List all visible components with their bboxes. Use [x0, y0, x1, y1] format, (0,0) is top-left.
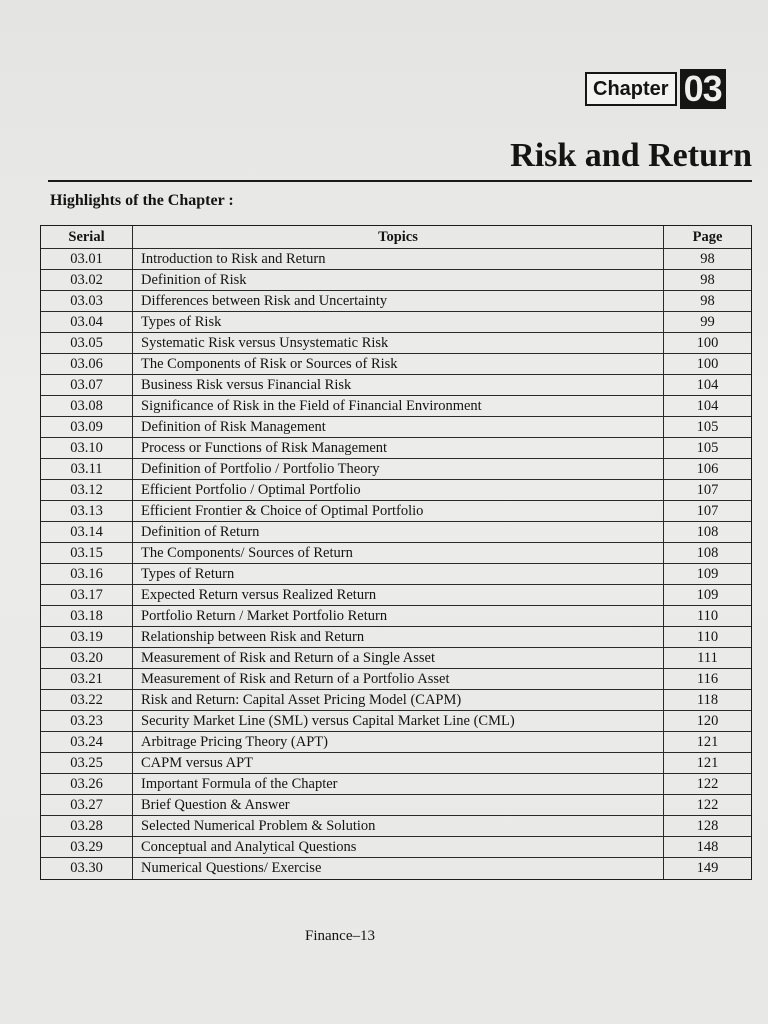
table-row — [41, 732, 751, 753]
chapter-title: Risk and Return — [510, 137, 752, 174]
row-serial: 03.15 — [41, 543, 133, 563]
row-page: 116 — [696, 671, 719, 687]
row-serial: 03.23 — [41, 711, 133, 731]
table-row — [41, 711, 751, 732]
row-page: 121 — [696, 734, 719, 750]
row-page: 110 — [696, 608, 719, 624]
row-serial: 03.07 — [41, 375, 133, 395]
table-row — [41, 837, 751, 858]
row-page: 109 — [696, 587, 719, 603]
row-serial: 03.14 — [41, 522, 133, 542]
row-page: 100 — [696, 356, 719, 372]
row-serial: 03.11 — [41, 459, 133, 479]
row-page: 108 — [696, 545, 719, 561]
row-serial: 03.30 — [41, 858, 133, 879]
table-row — [41, 795, 751, 816]
table-row — [41, 690, 751, 711]
row-topic: Definition of Risk — [133, 270, 664, 290]
row-serial: 03.06 — [41, 354, 133, 374]
row-serial: 03.03 — [41, 291, 133, 311]
row-page: 104 — [696, 377, 719, 393]
table-header-row — [41, 226, 751, 249]
row-topic: The Components/ Sources of Return — [133, 543, 664, 563]
row-topic: CAPM versus APT — [133, 753, 664, 773]
row-page: 107 — [696, 482, 719, 498]
table-row — [41, 522, 751, 543]
row-topic: Differences between Risk and Uncertainty — [133, 291, 664, 311]
table-row — [41, 858, 751, 879]
row-topic: Measurement of Risk and Return of a Portfolio Asset — [133, 669, 664, 689]
table-row — [41, 774, 751, 795]
row-topic: Arbitrage Pricing Theory (APT) — [133, 732, 664, 752]
header-topics: Topics — [133, 226, 664, 248]
row-topic: Conceptual and Analytical Questions — [133, 837, 664, 857]
header-serial: Serial — [41, 226, 133, 248]
row-topic: Definition of Risk Management — [133, 417, 664, 437]
row-serial: 03.13 — [41, 501, 133, 521]
row-page: 148 — [696, 839, 719, 855]
row-topic: Significance of Risk in the Field of Financial Environment — [133, 396, 664, 416]
table-row — [41, 333, 751, 354]
row-topic: Definition of Return — [133, 522, 664, 542]
chapter-label: Chapter — [585, 72, 677, 106]
row-topic: Numerical Questions/ Exercise — [133, 858, 664, 879]
table-row — [41, 543, 751, 564]
row-topic: Measurement of Risk and Return of a Single Asset — [133, 648, 664, 668]
row-page: 149 — [696, 860, 719, 876]
row-topic: Selected Numerical Problem & Solution — [133, 816, 664, 836]
highlights-heading: Highlights of the Chapter : — [50, 192, 234, 209]
row-page: 122 — [696, 776, 719, 792]
row-serial: 03.17 — [41, 585, 133, 605]
row-page: 109 — [696, 566, 719, 582]
table-row — [41, 459, 751, 480]
row-topic: Efficient Frontier & Choice of Optimal Portfolio — [133, 501, 664, 521]
row-serial: 03.16 — [41, 564, 133, 584]
table-row — [41, 438, 751, 459]
row-page: 105 — [696, 419, 719, 435]
row-serial: 03.02 — [41, 270, 133, 290]
row-serial: 03.29 — [41, 837, 133, 857]
row-serial: 03.28 — [41, 816, 133, 836]
row-page: 105 — [696, 440, 719, 456]
row-page: 104 — [696, 398, 719, 414]
row-page: 120 — [696, 713, 719, 729]
row-serial: 03.05 — [41, 333, 133, 353]
row-page: 106 — [696, 461, 719, 477]
row-page: 108 — [696, 524, 719, 540]
contents-table — [40, 225, 752, 880]
row-page: 100 — [696, 335, 719, 351]
table-row — [41, 270, 751, 291]
row-topic: The Components of Risk or Sources of Risk — [133, 354, 664, 374]
table-row — [41, 501, 751, 522]
chapter-badge — [585, 68, 726, 109]
row-topic: Definition of Portfolio / Portfolio Theory — [133, 459, 664, 479]
table-row — [41, 291, 751, 312]
row-serial: 03.24 — [41, 732, 133, 752]
row-page: 107 — [696, 503, 719, 519]
table-row — [41, 585, 751, 606]
row-topic: Security Market Line (SML) versus Capital Market Line (CML) — [133, 711, 664, 731]
row-serial: 03.19 — [41, 627, 133, 647]
row-serial: 03.12 — [41, 480, 133, 500]
table-row — [41, 480, 751, 501]
row-topic: Business Risk versus Financial Risk — [133, 375, 664, 395]
row-page: 118 — [696, 692, 719, 708]
table-row — [41, 249, 751, 270]
row-topic: Introduction to Risk and Return — [133, 249, 664, 269]
table-row — [41, 564, 751, 585]
row-topic: Relationship between Risk and Return — [133, 627, 664, 647]
table-row — [41, 816, 751, 837]
row-topic: Types of Return — [133, 564, 664, 584]
table-row — [41, 627, 751, 648]
row-serial: 03.18 — [41, 606, 133, 626]
row-topic: Expected Return versus Realized Return — [133, 585, 664, 605]
table-row — [41, 606, 751, 627]
row-topic: Efficient Portfolio / Optimal Portfolio — [133, 480, 664, 500]
row-serial: 03.21 — [41, 669, 133, 689]
row-topic: Brief Question & Answer — [133, 795, 664, 815]
table-row — [41, 396, 751, 417]
row-serial: 03.26 — [41, 774, 133, 794]
header-page: Page — [692, 229, 723, 245]
table-row — [41, 354, 751, 375]
row-serial: 03.10 — [41, 438, 133, 458]
row-page: 98 — [700, 251, 715, 267]
row-page: 121 — [696, 755, 719, 771]
row-page: 98 — [700, 293, 715, 309]
table-row — [41, 669, 751, 690]
row-serial: 03.04 — [41, 312, 133, 332]
title-divider — [48, 180, 752, 182]
table-row — [41, 417, 751, 438]
row-serial: 03.08 — [41, 396, 133, 416]
row-page: 110 — [696, 629, 719, 645]
table-row — [41, 375, 751, 396]
row-page: 128 — [696, 818, 719, 834]
chapter-number: 03 — [680, 69, 726, 109]
row-page: 99 — [700, 314, 715, 330]
row-serial: 03.01 — [41, 249, 133, 269]
row-topic: Important Formula of the Chapter — [133, 774, 664, 794]
row-serial: 03.22 — [41, 690, 133, 710]
row-topic: Types of Risk — [133, 312, 664, 332]
row-topic: Risk and Return: Capital Asset Pricing Model (CAPM) — [133, 690, 664, 710]
table-row — [41, 648, 751, 669]
row-serial: 03.09 — [41, 417, 133, 437]
table-row — [41, 312, 751, 333]
row-topic: Process or Functions of Risk Management — [133, 438, 664, 458]
row-topic: Systematic Risk versus Unsystematic Risk — [133, 333, 664, 353]
row-page: 122 — [696, 797, 719, 813]
row-serial: 03.25 — [41, 753, 133, 773]
row-page: 111 — [697, 650, 718, 666]
row-serial: 03.27 — [41, 795, 133, 815]
page-footer: Finance–13 — [305, 928, 375, 944]
row-serial: 03.20 — [41, 648, 133, 668]
row-page: 98 — [700, 272, 715, 288]
row-topic: Portfolio Return / Market Portfolio Return — [133, 606, 664, 626]
table-row — [41, 753, 751, 774]
